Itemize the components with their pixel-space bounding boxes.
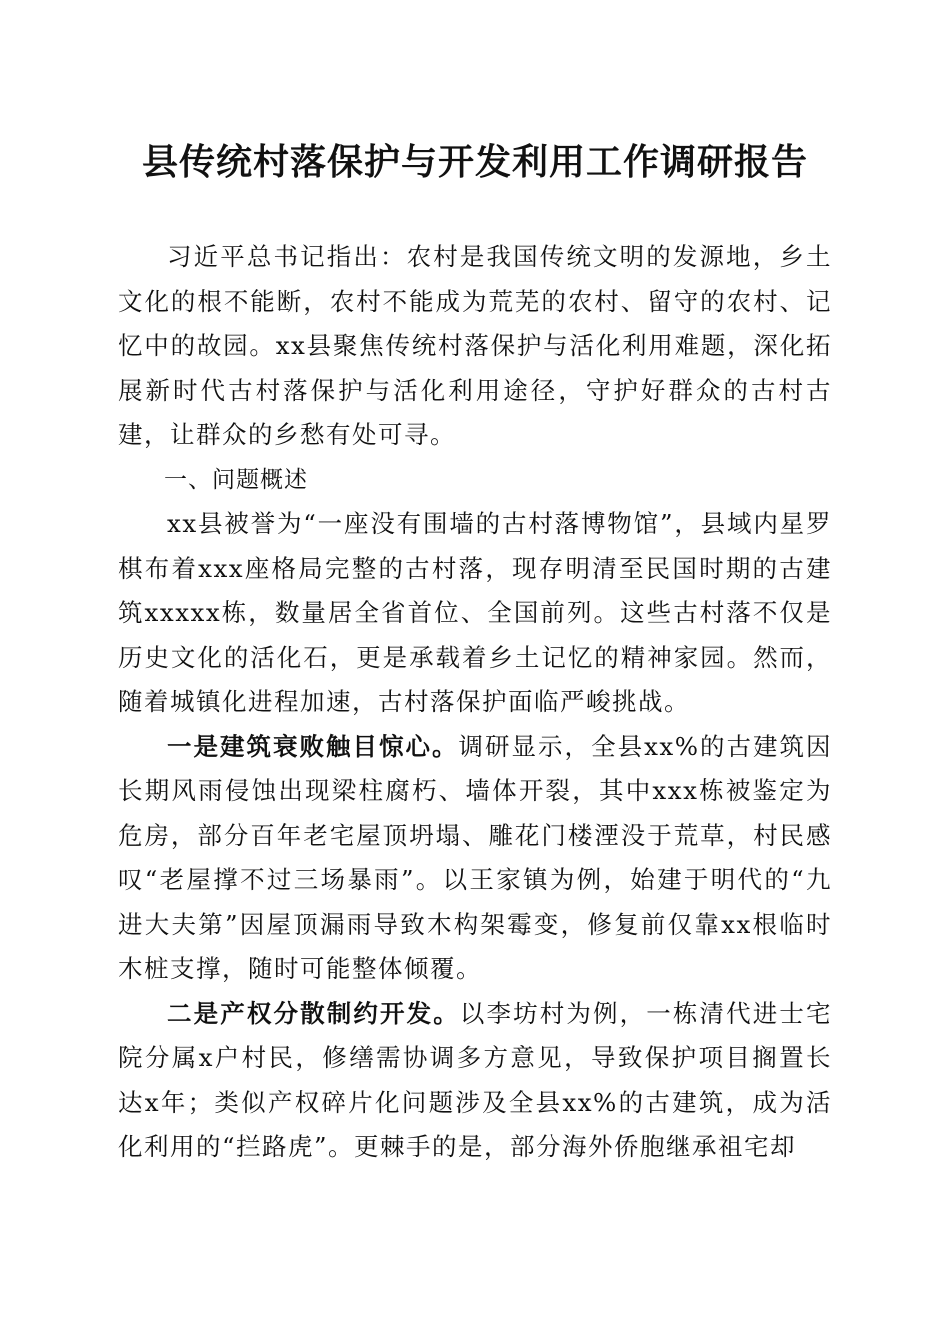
point1-text: 调研显示，全县xx%的古建筑因长期风雨侵蚀出现梁柱腐朽、墙体开裂，其中xxx栋被鉴定为危房，部分百年老宅屋顶坍塌、雕花门楼湮没于荒草，村民感叹“老屋撑不过三场暴雨”。以王家镇为例，始建于明代的“九进大夫第”因屋顶漏雨导致木构架霉变，修复前仅靠xx根临时木桩支撑，随时可能整体倾覆。 [118, 731, 833, 983]
document-title: 县传统村落保护与开发利用工作调研报告 [141, 141, 808, 183]
point1-paragraph [118, 725, 832, 992]
point2-paragraph [118, 992, 832, 1170]
section-heading-problem-overview: 一、问题概述 [164, 466, 308, 493]
document-body [118, 235, 832, 1170]
point2-text: 以李坊村为例，一栋清代进士宅院分属x户村民，修缮需协调多方意见，导致保护项目搁置长达x年；类似产权碎片化问题涉及全县xx%的古建筑，成为活化利用的“拦路虎”。更棘手的是，部分海外侨胞继承祖宅却 [118, 998, 832, 1161]
section1-paragraph: xx县被誉为“一座没有围墙的古村落博物馆”，县域内星罗棋布着xxx座格局完整的古村落，现存明清至民国时期的古建筑xxxxx栋，数量居全省首位、全国前列。这些古村落不仅是历史文化的活化石，更是承载着乡土记忆的精神家园。然而，随着城镇化进程加速，古村落保护面临严峻挑战。 [118, 509, 832, 716]
point2-lead: 二是产权分散制约开发。 [167, 998, 460, 1028]
point1-lead: 一是建筑衰败触目惊心。 [167, 731, 459, 761]
intro-paragraph: 习近平总书记指出：农村是我国传统文明的发源地，乡土文化的根不能断，农村不能成为荒芜的农村、留守的农村、记忆中的故园。xx县聚焦传统村落保护与活化利用难题，深化拓展新时代古村落保护与活化利用途径，守护好群众的古村古建，让群众的乡愁有处可寻。 [118, 242, 832, 449]
